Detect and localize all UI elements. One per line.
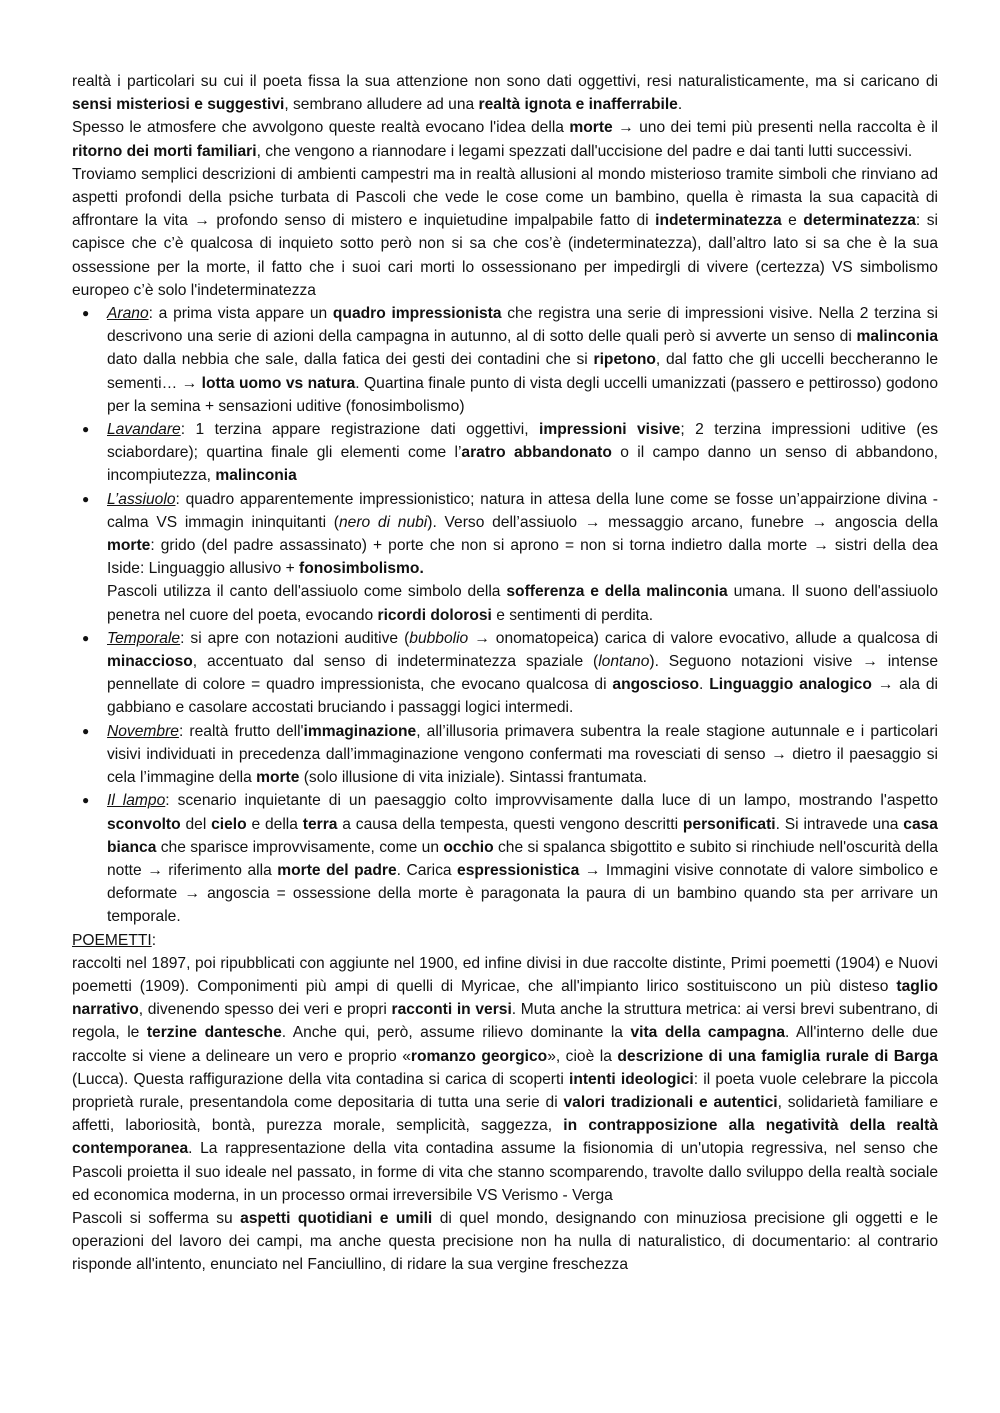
bold-text: fonosimbolismo.	[299, 560, 424, 578]
text-run: : grido (del padre assassinato) + porte che non si aprono = non si torna indietro dalla morte → sistri della dea Iside: Linguaggio allusivo +	[107, 537, 938, 578]
poem-title: Arano	[107, 305, 149, 323]
text-run: (Lucca). Questa raffigurazione della vita contadina si carica di scoperti	[72, 1070, 569, 1088]
text-run: ). Seguono notazioni visive → intense pennellate di colore = quadro impressionista, che evocano qualcosa di	[107, 653, 938, 694]
poem-item	[107, 302, 938, 418]
text-run: : realtà frutto dell'	[178, 722, 304, 740]
text-run: Pascoli si sofferma su	[72, 1209, 241, 1227]
text-run: . Carica	[396, 861, 458, 879]
text-run: del	[180, 815, 212, 833]
poem-item	[107, 488, 938, 627]
poem-item	[107, 720, 938, 790]
text-run: e della	[246, 815, 303, 833]
poem-title: Il lampo	[107, 792, 166, 810]
text-run: . All'interno delle due raccolte si viene a delineare un vero e proprio «	[72, 1024, 938, 1065]
bold-text: ritorno dei morti familiari	[72, 142, 257, 160]
text-run: : si capisce che c’è qualcosa di inquieto sotto però non si sa che cos’è (indeterminatezza), dall’altro lato si sa che è la sua ossessione per la morte, il fatto che i suoi cari morti lo ossessionano per impedirgli di vivere (certezza) VS simbolismo europeo c’è solo l'indeterminatezza	[72, 212, 938, 299]
text-run: a causa della tempesta, questi vengono descritti	[337, 815, 683, 833]
paragraph	[72, 70, 938, 116]
bold-text: casa bianca	[107, 815, 938, 856]
text-run: → onomatopeica) carica di valore evocativo, allude a qualcosa di	[468, 629, 938, 647]
poem-paragraph	[107, 302, 938, 418]
text-run: Pascoli utilizza il canto dell'assiuolo come simbolo della	[107, 583, 507, 601]
text-run: (solo illusione di vita iniziale). Sintassi frantumata.	[299, 769, 647, 787]
text-run: .	[699, 676, 710, 694]
bold-text: indeterminatezza	[655, 212, 782, 230]
bold-text: valori tradizionali e autentici	[563, 1093, 778, 1111]
bold-text: occhio	[443, 838, 494, 856]
poem-paragraph	[107, 580, 938, 626]
text-run: raccolti nel 1897, poi ripubblicati con aggiunte nel 1900, ed infine divisi in due raccolte distinte, Primi poemetti (1904) e Nuovi poemetti (1909). Componimenti più ampi di quelli di Myricae, che all'impianto lirico sostituiscono un più disteso	[72, 954, 938, 995]
text-run: : 1 terzina appare registrazione dati oggettivi,	[180, 421, 540, 439]
bold-text: terzine dantesche	[146, 1024, 282, 1042]
text-run: che si spalanca sbigottito e subito si rinchiude nell'oscurità della notte → riferimento alla	[107, 838, 939, 879]
bold-text: morte	[107, 537, 151, 555]
paragraph	[72, 1207, 938, 1277]
text-run: ; 2 terzina impressioni uditive (es sciabordare); quartina finale gli elementi come l’	[107, 421, 938, 462]
text-run: .	[677, 96, 683, 114]
bold-text: descrizione di una famiglia rurale di Barga	[617, 1047, 938, 1065]
poem-title: Novembre	[107, 722, 179, 740]
text-run: , che vengono a riannodare i legami spezzati dall'uccisione del padre e dai tanti lutti successivi.	[256, 142, 913, 160]
text-run: , accentuato dal senso di indeterminatezza spaziale (	[192, 653, 599, 671]
text-run: ). Verso dell’assiuolo → messaggio arcano, funebre → angoscia della	[427, 513, 938, 531]
italic-text: nero di nubi	[338, 513, 428, 531]
bold-text: determinatezza	[803, 212, 916, 230]
text-run: Troviamo semplici descrizioni di ambienti campestri ma in realtà allusioni al mondo misterioso tramite simboli che rinviano ad aspetti profondi della psiche turbata di Pascoli che vede le cose come un bambino, quella è rimasta la sua capacità di affrontare la vita → profondo senso di mistero e inquietudine impalpabile fatto di	[72, 165, 938, 230]
text-run: e sentimenti di perdita.	[491, 606, 654, 624]
paragraph	[72, 163, 938, 302]
poemetti-body	[72, 952, 938, 1277]
bold-text: sofferenza e della malinconia	[506, 583, 728, 601]
bold-text: romanzo georgico	[410, 1047, 548, 1065]
text-run: . Muta anche la struttura metrica: ai versi brevi subentrano, di regola, le	[72, 1001, 939, 1042]
bold-text: morte	[256, 769, 300, 787]
bold-text: immaginazione	[303, 722, 417, 740]
text-run: , divenendo spesso dei veri e propri	[138, 1001, 392, 1019]
poemetti-heading: POEMETTI	[72, 931, 152, 949]
text-run: di quel mondo, designando con minuziosa precisione gli oggetti e le operazioni del lavoro dei campi, ma anche questa precisione non ha nulla di naturalistico, di documentario: al contrario risponde all'intento, enunciato nel Fanciullino, di ridare la sua vergine freschezza	[72, 1209, 938, 1274]
bold-text: minaccioso	[107, 653, 193, 671]
text-run: : si apre con notazioni auditive (	[180, 629, 410, 647]
bold-text: intenti ideologici	[568, 1070, 694, 1088]
text-run: dato dalla nebbia che sale, dalla fatica dei gesti dei contadini che si	[107, 351, 594, 369]
intro-section	[72, 70, 938, 302]
bold-text: realtà ignota e inafferrabile	[478, 96, 678, 114]
bold-text: vita della campagna	[630, 1024, 786, 1042]
paragraph	[72, 952, 938, 1207]
text-run: , sembrano alludere ad una	[284, 96, 479, 114]
poemetti-section	[72, 929, 938, 1277]
text-run: che sparisce improvvisamente, come un	[156, 838, 444, 856]
bold-text: Linguaggio analogico	[709, 676, 872, 694]
poemetti-heading-line	[72, 929, 938, 952]
bold-text: taglio narrativo	[72, 977, 938, 1019]
text-run: → uno dei temi più presenti nella raccolta è il	[612, 119, 939, 137]
text-run: → Immagini visive connotate di valore simbolico e deformate → angoscia = ossessione della morte è paragonata la paura di un bambino quando sta per arrivare un temporale.	[107, 861, 938, 926]
poem-title: L’assiuolo	[107, 490, 176, 508]
italic-text: bubbolio	[409, 629, 469, 647]
paragraph	[72, 116, 938, 162]
text-run: , all’illusoria primavera subentra la reale stagione autunnale e i particolari visivi individuati in precedenza dall’immaginazione vengono confermati ma rovesciati di senso → dietro il paesaggio si cela l’immagine della	[107, 722, 939, 787]
text-run: che registra una serie di impressioni visive. Nella 2 terzina si descrivono una serie di azioni della campagna in autunno, al di sotto delle quali però si avverte un senso di	[107, 305, 938, 346]
text-run: → ala di gabbiano e casolare accostati bruciando i passaggi logici intermedi.	[107, 676, 938, 717]
poem-paragraph	[107, 789, 938, 928]
bold-text: morte del padre	[277, 861, 397, 879]
text-run: , dal fatto che gli uccelli beccheranno le sementi… →	[107, 351, 939, 392]
text-run: Spesso le atmosfere che avvolgono queste realtà evocano l'idea della	[72, 119, 570, 137]
bold-text: aspetti quotidiani e umili	[240, 1209, 433, 1227]
text-run: : a prima vista appare un	[148, 305, 333, 323]
bold-text: in contrapposizione alla negatività della realtà contemporanea	[72, 1117, 938, 1158]
poem-item	[107, 627, 938, 720]
poem-item	[107, 418, 938, 488]
bold-text: angoscioso	[612, 676, 700, 694]
poem-paragraph	[107, 720, 938, 790]
bold-text: sensi misteriosi e suggestivi	[72, 96, 285, 114]
text-run: . Anche qui, però, assume rilievo dominante la	[281, 1024, 631, 1042]
bold-text: impressioni visive	[539, 421, 681, 439]
poem-item	[107, 789, 938, 928]
italic-text: lontano	[598, 653, 650, 671]
bold-text: cielo	[211, 815, 247, 833]
poem-title: Lavandare	[107, 421, 181, 439]
bold-text: personificati	[682, 815, 776, 833]
bold-text: ripetono	[593, 351, 656, 369]
text-run: », cioè la	[547, 1047, 618, 1065]
bold-text: aratro abbandonato	[461, 444, 612, 462]
document-page	[72, 70, 938, 1277]
text-run: e	[781, 212, 804, 230]
text-run: : quadro apparentemente impressionistico; natura in attesa della lune come se fosse un’appairzione divina - calma VS immagin ininquitanti (	[107, 490, 938, 531]
text-run: . Si intravede una	[775, 815, 904, 833]
text-run: umana. Il suono dell'assiuolo penetra nel cuore del poeta, evocando	[107, 583, 938, 624]
bold-text: malinconia	[856, 328, 938, 346]
text-run: . La rappresentazione della vita contadina assume la fisionomia di un'utopia regressiva, nel senso che Pascoli proietta il suo ideale nel passato, in forme di vita che stanno scomparendo, travolte dallo sviluppo della realtà sociale ed economica moderna, in un processo ormai irreversibile VS Verismo - Verga	[72, 1140, 938, 1204]
poem-paragraph	[107, 627, 938, 720]
poemetti-heading-suffix: :	[151, 931, 157, 949]
bold-text: ricordi dolorosi	[377, 606, 492, 624]
text-run: : scenario inquietante di un paesaggio colto improvvisamente dalla luce di un lampo, mostrando l'aspetto	[165, 792, 938, 810]
poems-list	[72, 302, 938, 928]
bold-text: malinconia	[215, 467, 297, 485]
bold-text: lotta uomo vs natura	[201, 374, 356, 392]
bold-text: espressionistica	[457, 861, 580, 879]
bold-text: racconti in versi	[391, 1001, 512, 1019]
poem-title: Temporale	[107, 629, 181, 647]
text-run: o il campo danno un senso di abbandono, incompiutezza,	[107, 444, 939, 485]
bold-text: terra	[302, 815, 338, 833]
bold-text: quadro impressionista	[332, 305, 502, 323]
bold-text: sconvolto	[107, 815, 181, 833]
text-run: : il poeta vuole celebrare la piccola proprietà rurale, presentandola come depositaria di tutta una serie di	[72, 1070, 939, 1111]
poem-paragraph	[107, 488, 938, 581]
poem-paragraph	[107, 418, 938, 488]
text-run: , solidarietà familiare e affetti, laboriosità, bontà, purezza morale, semplicità, saggezza,	[72, 1093, 939, 1135]
text-run: realtà i particolari su cui il poeta fissa la sua attenzione non sono dati oggettivi, resi naturalisticamente, ma si caricano di	[72, 73, 938, 90]
text-run: . Quartina finale punto di vista degli uccelli umanizzati (passero e pettirosso) godono per la semina + sensazioni uditive (fonosimbolismo)	[107, 374, 938, 415]
bold-text: morte	[569, 119, 613, 137]
